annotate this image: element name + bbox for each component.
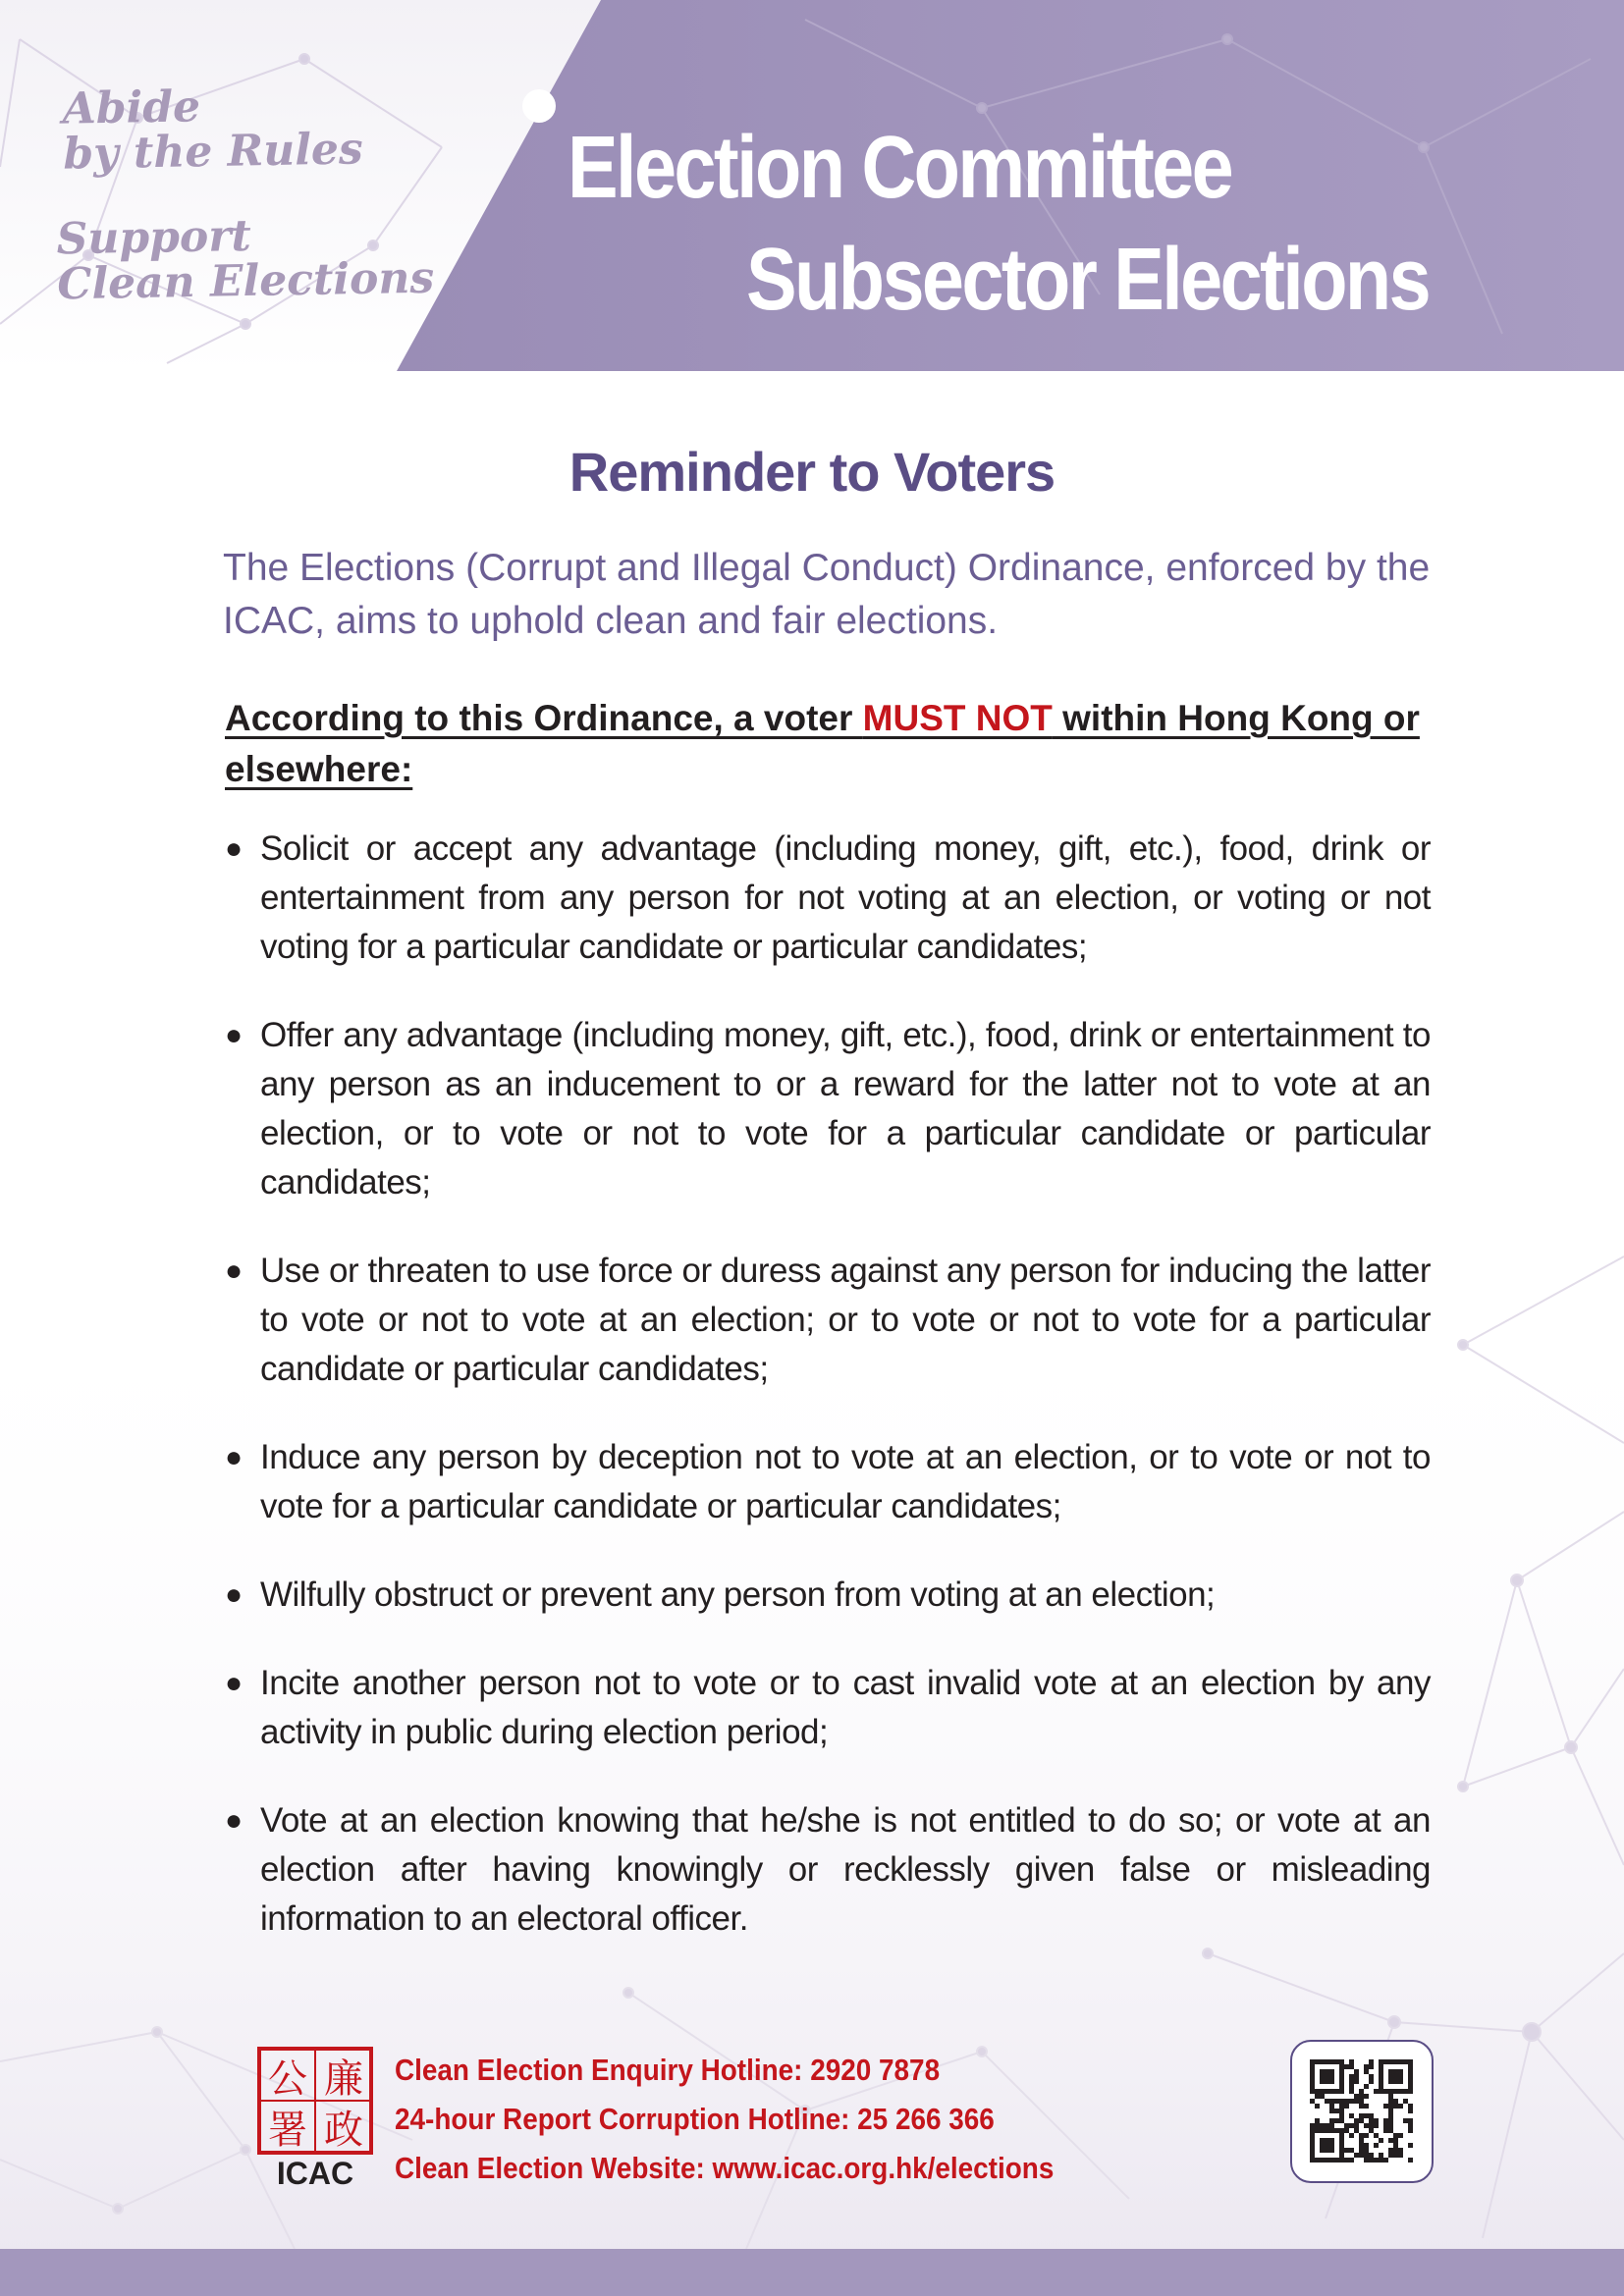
qr-cell: [1393, 2148, 1398, 2153]
qr-cell: [1354, 2123, 1359, 2128]
qr-cell: [1369, 2153, 1374, 2158]
qr-cell: [1349, 2074, 1354, 2079]
rule-item: [225, 1659, 1431, 1757]
qr-cell: [1349, 2133, 1354, 2138]
qr-cell: [1388, 2059, 1393, 2064]
qr-cell: [1379, 2084, 1383, 2089]
qr-cell: [1388, 2113, 1393, 2118]
qr-cell: [1364, 2133, 1369, 2138]
rule-item: [225, 1796, 1431, 1944]
qr-cell: [1334, 2158, 1339, 2163]
bullet-icon: ●: [225, 1578, 244, 1611]
qr-cell: [1344, 2064, 1349, 2069]
qr-cell: [1320, 2158, 1325, 2163]
qr-cell: [1334, 2118, 1339, 2123]
qr-cell: [1379, 2064, 1383, 2069]
report-hotline: 24-hour Report Corruption Hotline: 25 266 366: [395, 2102, 995, 2136]
qr-cell: [1369, 2158, 1374, 2163]
qr-cell: [1329, 2099, 1334, 2104]
qr-cell: [1403, 2099, 1408, 2104]
qr-cell: [1320, 2148, 1325, 2153]
qr-cell: [1393, 2099, 1398, 2104]
qr-cell: [1388, 2094, 1393, 2099]
qr-cell: [1393, 2138, 1398, 2143]
qr-cell: [1388, 2128, 1393, 2133]
qr-cell: [1398, 2074, 1403, 2079]
qr-cell: [1349, 2084, 1354, 2089]
qr-cell: [1310, 2064, 1315, 2069]
qr-cell: [1325, 2099, 1329, 2104]
qr-cell: [1329, 2089, 1334, 2094]
qr-cell: [1329, 2069, 1334, 2074]
qr-cell: [1315, 2089, 1320, 2094]
qr-cell: [1393, 2104, 1398, 2109]
qr-cell: [1344, 2128, 1349, 2133]
qr-cell: [1408, 2143, 1413, 2148]
qr-cell: [1359, 2094, 1364, 2099]
qr-cell: [1339, 2099, 1344, 2104]
qr-cell: [1349, 2079, 1354, 2084]
qr-cell: [1329, 2128, 1334, 2133]
qr-cell: [1344, 2099, 1349, 2104]
qr-cell: [1388, 2069, 1393, 2074]
qr-cell: [1329, 2079, 1334, 2084]
logo-char-4: 政: [324, 2108, 363, 2153]
qr-cell: [1329, 2158, 1334, 2163]
qr-cell: [1359, 2153, 1364, 2158]
qr-cell: [1393, 2133, 1398, 2138]
qr-cell: [1315, 2094, 1320, 2099]
must-not-emphasis: MUST NOT: [862, 698, 1053, 738]
bullet-icon: ●: [225, 1441, 244, 1473]
qr-cell: [1364, 2123, 1369, 2128]
qr-cell: [1339, 2148, 1344, 2153]
qr-cell: [1310, 2069, 1315, 2074]
qr-cell: [1310, 2084, 1315, 2089]
qr-cell: [1339, 2104, 1344, 2109]
qr-cell: [1354, 2118, 1359, 2123]
qr-cell: [1379, 2074, 1383, 2079]
qr-cell: [1354, 2094, 1359, 2099]
qr-cell: [1408, 2059, 1413, 2064]
qr-cell: [1388, 2138, 1393, 2143]
qr-cell: [1408, 2158, 1413, 2163]
qr-cell: [1320, 2138, 1325, 2143]
rule-item: [225, 1011, 1431, 1207]
qr-cell: [1315, 2118, 1320, 2123]
qr-cell: [1388, 2153, 1393, 2158]
qr-cell: [1398, 2069, 1403, 2074]
enquiry-hotline: Clean Election Enquiry Hotline: 2920 7878: [395, 2053, 941, 2087]
qr-cell: [1364, 2094, 1369, 2099]
qr-cell: [1310, 2059, 1315, 2064]
qr-cell: [1310, 2089, 1315, 2094]
qr-cell: [1403, 2059, 1408, 2064]
slogan-line-2: by the Rules: [62, 124, 364, 180]
qr-cell: [1325, 2148, 1329, 2153]
qr-cell: [1325, 2143, 1329, 2148]
qr-cell: [1388, 2074, 1393, 2079]
qr-cell: [1374, 2089, 1379, 2094]
qr-cell: [1310, 2074, 1315, 2079]
qr-cell: [1364, 2148, 1369, 2153]
qr-cell: [1339, 2059, 1344, 2064]
qr-cell: [1403, 2118, 1408, 2123]
footer-contact: [395, 2046, 1054, 2193]
qr-cell: [1393, 2059, 1398, 2064]
qr-cell: [1388, 2118, 1393, 2123]
qr-cell: [1310, 2133, 1315, 2138]
qr-cell: [1325, 2059, 1329, 2064]
qr-cell: [1388, 2109, 1393, 2113]
qr-cell: [1408, 2089, 1413, 2094]
qr-cell: [1403, 2089, 1408, 2094]
qr-cell: [1329, 2104, 1334, 2109]
qr-cell: [1408, 2079, 1413, 2084]
qr-cell: [1359, 2138, 1364, 2143]
qr-cell: [1344, 2148, 1349, 2153]
website-link[interactable]: Clean Election Website: www.icac.org.hk/elections: [395, 2151, 1055, 2185]
qr-cell: [1364, 2158, 1369, 2163]
qr-cell: [1388, 2079, 1393, 2084]
qr-cell: [1349, 2123, 1354, 2128]
qr-cell: [1354, 2069, 1359, 2074]
rule-text: Induce any person by deception not to vote at an election, or to vote or not to vote for a particular candidate or particular candidates;: [260, 1438, 1431, 1525]
rule-item: [225, 1571, 1431, 1620]
qr-cell: [1398, 2148, 1403, 2153]
qr-cell: [1364, 2084, 1369, 2089]
qr-cell: [1349, 2113, 1354, 2118]
qr-cell: [1320, 2128, 1325, 2133]
logo-char-2: 廉: [324, 2056, 363, 2102]
qr-cell: [1408, 2123, 1413, 2128]
qr-cell: [1310, 2138, 1315, 2143]
bullet-icon: ●: [225, 1019, 244, 1051]
qr-cell: [1329, 2138, 1334, 2143]
qr-cell: [1408, 2104, 1413, 2109]
qr-cell: [1325, 2074, 1329, 2079]
qr-cell: [1339, 2138, 1344, 2143]
qr-cell: [1408, 2084, 1413, 2089]
qr-cell: [1325, 2079, 1329, 2084]
qr-cell: [1364, 2143, 1369, 2148]
bullet-icon: ●: [225, 1804, 244, 1837]
qr-cell: [1379, 2059, 1383, 2064]
qr-cell: [1329, 2109, 1334, 2113]
qr-cell: [1364, 2153, 1369, 2158]
rule-text: Wilfully obstruct or prevent any person from voting at an election;: [260, 1575, 1216, 1614]
qr-cell: [1320, 2074, 1325, 2079]
qr-cell: [1339, 2153, 1344, 2158]
logo-char-1: 公: [268, 2056, 307, 2102]
qr-cell: [1339, 2143, 1344, 2148]
qr-cell: [1339, 2109, 1344, 2113]
qr-cell: [1383, 2059, 1388, 2064]
rule-text: Solicit or accept any advantage (including money, gift, etc.), food, drink or entertainment from any person for not voting at an election, or voting or not voting for a particular candidate or particular candidates;: [260, 829, 1431, 966]
qr-cell: [1398, 2104, 1403, 2109]
title-line-1: Election Committee: [568, 119, 1232, 217]
qr-cell: [1349, 2089, 1354, 2094]
qr-cell: [1320, 2094, 1325, 2099]
slogan-abide: [62, 81, 364, 180]
qr-cell: [1383, 2104, 1388, 2109]
qr-cell: [1349, 2059, 1354, 2064]
qr-cell: [1359, 2143, 1364, 2148]
qr-cell: [1320, 2059, 1325, 2064]
qr-cell: [1339, 2128, 1344, 2133]
qr-cell: [1329, 2074, 1334, 2079]
qr-cell: [1369, 2118, 1374, 2123]
qr-cell: [1359, 2148, 1364, 2153]
rule-text: Incite another person not to vote or to cast invalid vote at an election by any activity in public during election period;: [260, 1664, 1431, 1751]
qr-cell: [1359, 2089, 1364, 2094]
qr-cell: [1315, 2123, 1320, 2128]
qr-cell: [1393, 2143, 1398, 2148]
qr-cell: [1310, 2128, 1315, 2133]
qr-cell: [1329, 2123, 1334, 2128]
qr-cell: [1398, 2133, 1403, 2138]
qr-cell: [1320, 2143, 1325, 2148]
page-heading: Reminder to Voters: [568, 441, 1056, 503]
qr-cell: [1329, 2118, 1334, 2123]
qr-cell: [1364, 2104, 1369, 2109]
qr-cell: [1334, 2128, 1339, 2133]
qr-cell: [1325, 2089, 1329, 2094]
qr-cell: [1315, 2104, 1320, 2109]
qr-cell: [1379, 2153, 1383, 2158]
qr-cell: [1408, 2128, 1413, 2133]
qr-cell: [1388, 2148, 1393, 2153]
qr-cell: [1354, 2153, 1359, 2158]
qr-cell: [1339, 2084, 1344, 2089]
qr-cell: [1339, 2079, 1344, 2084]
qr-cell: [1310, 2158, 1315, 2163]
qr-cell: [1393, 2089, 1398, 2094]
qr-cell: [1354, 2074, 1359, 2079]
qr-cell: [1393, 2153, 1398, 2158]
qr-cell: [1325, 2158, 1329, 2163]
qr-cell: [1393, 2074, 1398, 2079]
qr-cell: [1325, 2128, 1329, 2133]
qr-cell: [1388, 2123, 1393, 2128]
qr-cell: [1374, 2158, 1379, 2163]
qr-cell: [1398, 2079, 1403, 2084]
qr-cell: [1364, 2113, 1369, 2118]
qr-cell: [1339, 2158, 1344, 2163]
qr-cell: [1344, 2104, 1349, 2109]
qr-cell: [1334, 2099, 1339, 2104]
qr-cell: [1349, 2148, 1354, 2153]
qr-cell: [1320, 2069, 1325, 2074]
qr-cell: [1374, 2133, 1379, 2138]
rule-item: [225, 1433, 1431, 1531]
bullet-icon: ●: [225, 832, 244, 865]
qr-cell: [1359, 2133, 1364, 2138]
qr-cell: [1379, 2079, 1383, 2084]
slogan-line-1: Abide: [62, 81, 201, 134]
qr-cell: [1334, 2089, 1339, 2094]
bottom-bar: [0, 2249, 1624, 2296]
rule-item: [225, 825, 1431, 972]
qr-cell: [1315, 2059, 1320, 2064]
qr-cell: [1369, 2059, 1374, 2064]
qr-cell: [1329, 2148, 1334, 2153]
banner-dot: [522, 89, 556, 123]
qr-cell: [1374, 2143, 1379, 2148]
ordinance-lead: [225, 693, 1433, 795]
slogan-line-3: Support: [56, 210, 252, 265]
qr-cell: [1320, 2089, 1325, 2094]
qr-cell: [1329, 2143, 1334, 2148]
qr-cell: [1369, 2074, 1374, 2079]
qr-cell: [1383, 2089, 1388, 2094]
qr-cell: [1369, 2079, 1374, 2084]
qr-cell: [1359, 2118, 1364, 2123]
qr-cell: [1393, 2079, 1398, 2084]
qr-cell: [1408, 2118, 1413, 2123]
slogan-line-4: Clean Elections: [56, 252, 435, 310]
rule-text: Use or threaten to use force or duress against any person for inducing the latter to vote or not to vote at an election; or to vote or not to vote for a particular candidate or particular candidates;: [260, 1252, 1431, 1388]
qr-cell: [1349, 2064, 1354, 2069]
logo-char-3: 署: [268, 2108, 307, 2153]
qr-cell: [1364, 2064, 1369, 2069]
qr-cell: [1383, 2158, 1388, 2163]
qr-cell: [1320, 2123, 1325, 2128]
qr-cell: [1383, 2128, 1388, 2133]
qr-cell: [1379, 2138, 1383, 2143]
qr-cell: [1325, 2138, 1329, 2143]
qr-cell: [1359, 2104, 1364, 2109]
qr-cell: [1359, 2113, 1364, 2118]
qr-cell: [1388, 2104, 1393, 2109]
icac-logo-icon: [257, 2047, 373, 2189]
bullet-icon: ●: [225, 1255, 244, 1287]
rule-text: Vote at an election knowing that he/she is not entitled to do so; or vote at an election after having knowingly or recklessly given false or misleading information to an electoral officer.: [260, 1801, 1431, 1938]
qr-cell: [1364, 2069, 1369, 2074]
qr-cell: [1379, 2069, 1383, 2074]
qr-cell: [1369, 2128, 1374, 2133]
bullet-icon: ●: [225, 1667, 244, 1699]
qr-cell: [1349, 2158, 1354, 2163]
qr-cell: [1393, 2069, 1398, 2074]
qr-cell: [1310, 2123, 1315, 2128]
qr-cell: [1310, 2079, 1315, 2084]
qr-cell: [1344, 2158, 1349, 2163]
qr-cell: [1339, 2118, 1344, 2123]
qr-cell: [1339, 2133, 1344, 2138]
logo-text: ICAC: [276, 2156, 354, 2189]
qr-cell: [1325, 2069, 1329, 2074]
qr-cell: [1310, 2143, 1315, 2148]
qr-cell: [1379, 2158, 1383, 2163]
qr-cell: [1310, 2153, 1315, 2158]
qr-cell: [1398, 2059, 1403, 2064]
qr-cell: [1379, 2089, 1383, 2094]
qr-cell: [1310, 2099, 1315, 2104]
qr-cell: [1354, 2099, 1359, 2104]
qr-cell: [1339, 2089, 1344, 2094]
qr-cell: [1334, 2059, 1339, 2064]
qr-cell: [1339, 2064, 1344, 2069]
rule-text: Offer any advantage (including money, gift, etc.), food, drink or entertainment to any person as an inducement to or a reward for the latter not to vote at an election, or to vote or not to vote for a particular candidate or particular candidates;: [260, 1016, 1431, 1201]
lead-text-before: According to this Ordinance, a voter: [225, 698, 863, 738]
qr-cell: [1408, 2074, 1413, 2079]
qr-cell: [1374, 2118, 1379, 2123]
qr-cell: [1334, 2109, 1339, 2113]
qr-cell: [1388, 2089, 1393, 2094]
qr-cell: [1398, 2089, 1403, 2094]
title-line-2: Subsector Elections: [746, 231, 1430, 329]
qr-cell: [1383, 2123, 1388, 2128]
qr-cell: [1398, 2153, 1403, 2158]
qr-cell: [1369, 2064, 1374, 2069]
qr-cell: [1344, 2123, 1349, 2128]
qr-cell: [1374, 2123, 1379, 2128]
qr-cell: [1310, 2148, 1315, 2153]
qr-cell: [1325, 2123, 1329, 2128]
qr-cell: [1408, 2064, 1413, 2069]
qr-cell: [1408, 2069, 1413, 2074]
qr-cell: [1369, 2113, 1374, 2118]
qr-cell: [1354, 2128, 1359, 2133]
lead-text-after: within Hong Kong or elsewhere:: [225, 698, 1420, 789]
qr-cell: [1383, 2118, 1388, 2123]
rules-list: [225, 825, 1431, 1944]
qr-cell: [1359, 2099, 1364, 2104]
qr-cell: [1339, 2113, 1344, 2118]
qr-cell: [1320, 2079, 1325, 2084]
qr-cell: [1339, 2069, 1344, 2074]
rule-item: [225, 1247, 1431, 1394]
qr-code-icon[interactable]: [1290, 2040, 1434, 2183]
qr-cell: [1315, 2128, 1320, 2133]
intro-paragraph: The Elections (Corrupt and Illegal Conduct) Ordinance, enforced by the ICAC, aims to uphold clean and fair elections.: [223, 547, 1431, 642]
slogan-support: [56, 211, 434, 308]
qr-cell: [1388, 2099, 1393, 2104]
qr-cell: [1369, 2123, 1374, 2128]
qr-cell: [1315, 2158, 1320, 2163]
qr-cell: [1354, 2079, 1359, 2084]
qr-cell: [1349, 2099, 1354, 2104]
qr-cell: [1408, 2109, 1413, 2113]
qr-cell: [1339, 2074, 1344, 2079]
qr-cell: [1329, 2059, 1334, 2064]
